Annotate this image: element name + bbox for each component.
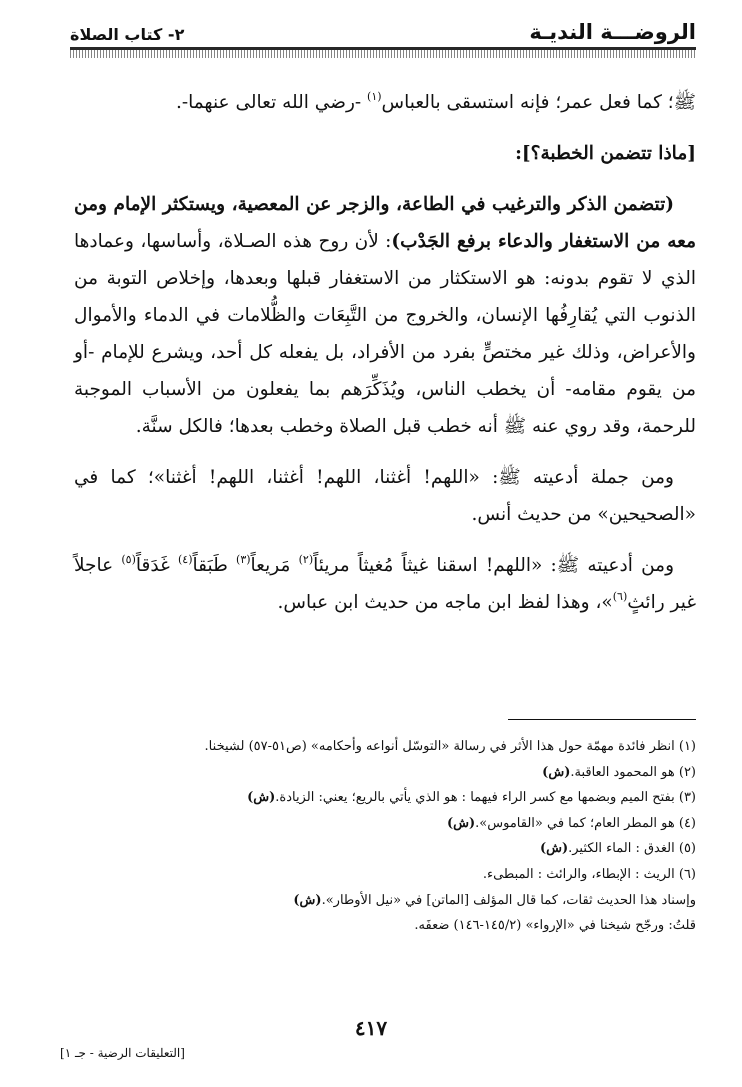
footnote-2: (٢) هو المحمود العاقبة.(ش) (542, 764, 696, 780)
footnote-ref-4[interactable]: (٤) (177, 553, 193, 566)
footnotes (74, 734, 696, 939)
footnote-6-note: وإسناد هذا الحديث ثقات، كما قال المؤلف [الماتن] في «نيل الأوطار».(ش) (293, 892, 696, 908)
footnote-6: (٦) الريث : الإبطاء، والرائث : المبطىء. (482, 866, 696, 882)
chapter-title: ٢- كتاب الصلاة (70, 25, 185, 44)
footnote-ref-1[interactable]: (١) (367, 90, 382, 103)
page-number: ٤١٧ (354, 1016, 388, 1040)
matn-text: (تتضمن الذكر والترغيب في الطاعة، والزجر عن المعصية، ويستكثر الإمام ومن معه من الاستغفار والدعاء برفع الجَدْب) (74, 194, 696, 252)
paragraph-4: ومن أدعيته ﷺ: «اللهم! اسقنا غيثاً مُغيثاً مريئاً$^{(٢)}$ مَريعاً$^{(٣)}$ طَبَقاً$^{(٤)}$ غَدَقاً$^{(٥)}$ عاجلاً غير رائثٍ$^{(٦)}$»، وهذا لفظ ابن ماجه من حديث ابن عباس. (74, 553, 696, 613)
book-title: الروضـــة النديـة (529, 20, 696, 44)
paragraph-2 (74, 186, 696, 445)
sharh-text: : لأن روح هذه الصـلاة، وأساسها، وعمادها الذي لا تقوم بدونه: هو الاستكثار من الاستغفار قبلها وبعدها، وإخلاص التوبة من الذنوب التي يُقارِفُها الإنسان، والخروج من التَّبِعَات والظُّلامات في الدماء والأموال والأعراض، وذلك غير مختصٍّ بفرد من الأفراد، بل يفعله كل أحد، ويشرع للإمام -أو من يقوم مقامه- أن يخطب الناس، ويُذَكِّرَهم بما يفعلون من الأسباب الموجبة للرحمة، وقد روي عنه ﷺ أنه خطب قبل الصلاة وخطب بعدها؛ فالكل سنَّة. (74, 231, 696, 437)
footnote-5: (٥) الغدق : الماء الكثير.(ش) (539, 841, 696, 857)
sharh-marker: (ش) (447, 815, 476, 831)
footnote-ref-3[interactable]: (٣) (236, 553, 251, 566)
footnote-3: (٣) بفتح الميم وبضمها مع كسر الراء فيهما : هو الذي يأتي بالريع؛ يعني: الزيادة.(ش) (247, 790, 696, 806)
footnote-1: (١) انظر فائدة مهمّة حول هذا الأثر في رسالة «التوسّل أنواعه وأحكامه» (ص٥١-٥٧) لشيخنا. (204, 739, 696, 754)
main-text (74, 84, 696, 621)
sharh-marker: (ش) (247, 790, 276, 806)
footer-reference: [التعليقات الرضية - جـ ١] (60, 1046, 185, 1060)
paragraph-1: ﷺ؛ كما فعل عمر؛ فإنه استسقى بالعباس$^{(١)}$ -رضي الله تعالى عنهما-. (175, 90, 696, 113)
sharh-marker: (ش) (542, 764, 571, 780)
footnote-6-editor-note: قلتُ: ورجّح شيخنا في «الإرواء» (١٤٥/٢-١٤٦) ضعفَه. (414, 918, 696, 934)
footnote-ref-5[interactable]: (٥) (121, 553, 136, 566)
sharh-marker: (ش) (293, 892, 322, 908)
paragraph-3: ومن جملة أدعيته ﷺ: «اللهم! أغثنا، اللهم! أغثنا، اللهم! أغثنا»؛ كما في «الصحيحين» من حديث أنس. (74, 467, 696, 525)
footnote-ref-6[interactable]: (٦) (612, 590, 628, 603)
sharh-marker: (ش) (539, 841, 569, 857)
header-rule (70, 47, 696, 58)
section-heading: [ماذا تتضمن الخطبة؟]: (515, 143, 696, 164)
footnote-separator (508, 719, 696, 720)
footnote-ref-2[interactable]: (٢) (298, 553, 314, 566)
running-header (70, 14, 696, 44)
footnote-4: (٤) هو المطر العام؛ كما في «القاموس».(ش) (447, 815, 696, 831)
